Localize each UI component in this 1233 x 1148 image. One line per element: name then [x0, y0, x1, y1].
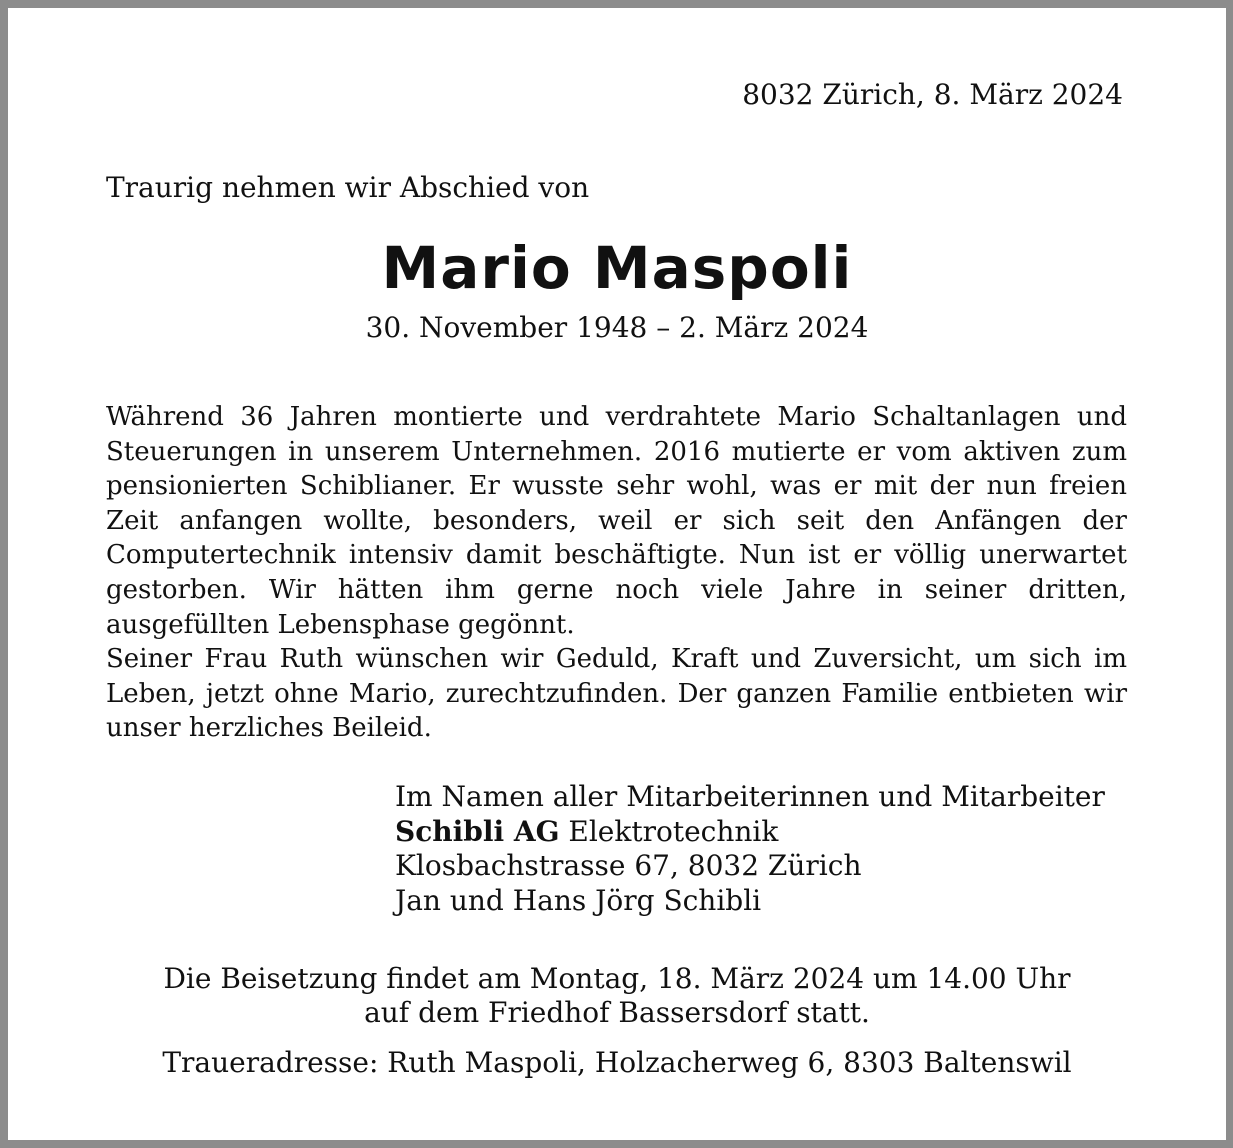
company-division: Elektrotechnik [568, 814, 779, 848]
burial-location: auf dem Friedhof Bassersdorf statt. [364, 996, 870, 1029]
signature-company [395, 815, 1105, 850]
place-date: 8032 Zürich, 8. März 2024 [742, 78, 1123, 111]
deceased-lifespan: 30. November 1948 – 2. März 2024 [365, 311, 869, 344]
signature-address: Klosbachstrasse 67, 8032 Zürich [395, 849, 862, 882]
signature-on-behalf: Im Namen aller Mitarbeiterinnen und Mitarbeiter [395, 780, 1105, 813]
obituary-notice [8, 8, 1226, 1140]
signature-names: Jan und Hans Jörg Schibli [395, 883, 762, 917]
tribute-text [106, 400, 1127, 746]
signature-block [395, 780, 1105, 918]
tribute-paragraph: Seiner Frau Ruth wünschen wir Geduld, Kraft und Zuversicht, um sich im Leben, jetzt ohne Mario, zurechtzufinden. Der ganzen Familie entbieten wir unser herzliches Beileid. [106, 644, 1127, 744]
mourning-address: Traueradresse: Ruth Maspoli, Holzacherweg 6, 8303 Baltenswil [162, 1046, 1072, 1079]
intro-text: Traurig nehmen wir Abschied von [106, 171, 590, 204]
company-name: Schibli AG [395, 814, 560, 848]
burial-info [8, 962, 1226, 1030]
burial-date: Die Beisetzung findet am Montag, 18. März 2024 um 14.00 Uhr [163, 962, 1071, 995]
deceased-name: Mario Maspoli [381, 234, 853, 302]
tribute-paragraph: Während 36 Jahren montierte und verdrahtete Mario Schaltanlagen und Steuerungen in unserem Unternehmen. 2016 mutierte er vom aktiven zum pensionierten Schiblianer. Er wusste sehr wohl, was er mit der nun freien Zeit anfangen wollte, besonders, weil er sich seit den Anfängen der Computertechnik intensiv damit beschäftigte. Nun ist er völlig unerwartet gestorben. Wir hätten ihm gerne noch viele Jahre in seiner dritten, ausgefüllten Lebensphase gegönnt. [106, 402, 1127, 640]
